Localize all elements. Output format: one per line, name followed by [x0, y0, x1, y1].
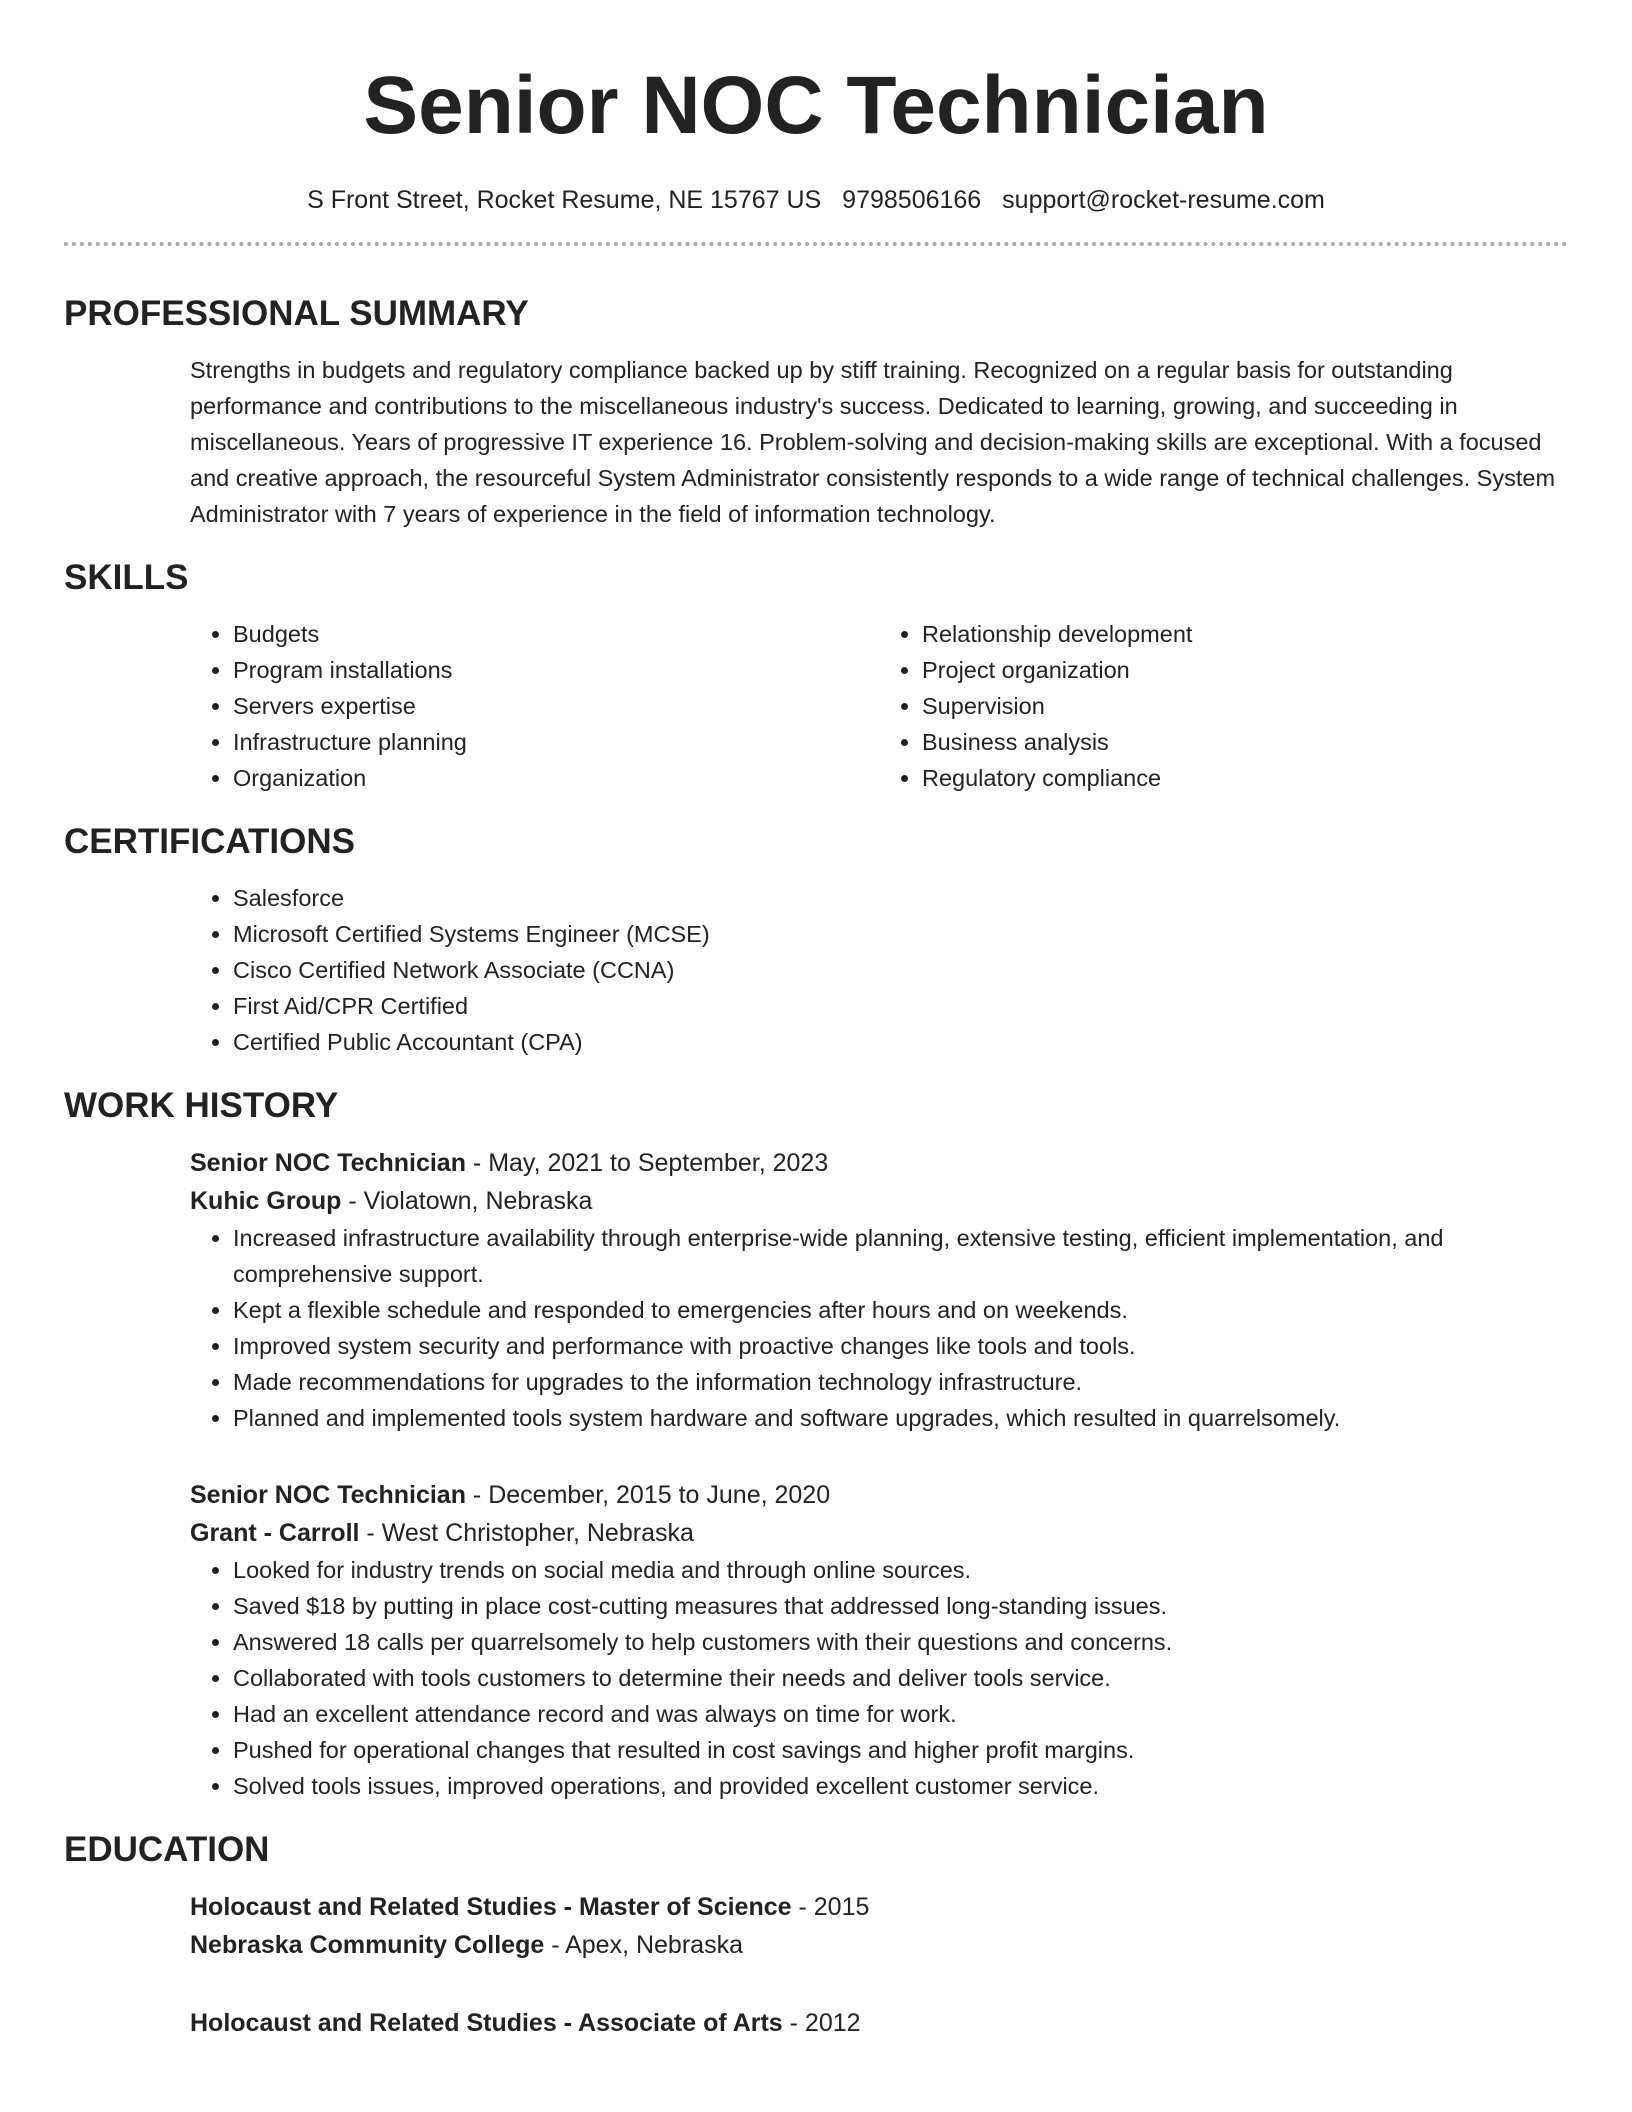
certifications-list — [190, 880, 1568, 1060]
resume-name: Senior NOC Technician — [363, 60, 1269, 151]
education-degree-line — [190, 2004, 1568, 2042]
header-divider — [64, 242, 1568, 246]
list-item: • Salesforce — [233, 880, 1568, 916]
summary-section — [190, 352, 1568, 532]
section-title-education: EDUCATION — [64, 1830, 270, 1869]
skills-list-right — [879, 616, 1568, 796]
list-item: • Servers expertise — [233, 688, 879, 724]
certifications-section — [190, 880, 1568, 1060]
skills-list-left — [190, 616, 879, 796]
education-school-line — [190, 1926, 1568, 1964]
list-item: • Certified Public Accountant (CPA) — [233, 1024, 1568, 1060]
work-history-section — [190, 1144, 1568, 1804]
education-degree: Holocaust and Related Studies - Associate of Arts — [190, 2009, 783, 2037]
list-item: • Looked for industry trends on social media and through online sources. — [233, 1552, 1568, 1588]
list-item: • Budgets — [233, 616, 879, 652]
contact-address: S Front Street, Rocket Resume, NE 15767 US — [307, 186, 822, 214]
contact-email: support@rocket-resume.com — [1002, 186, 1325, 214]
list-item: • Planned and implemented tools system hardware and software upgrades, which resulted in quarrelsomely. — [233, 1400, 1568, 1436]
list-item: • Business analysis — [922, 724, 1568, 760]
list-item: • Pushed for operational changes that resulted in cost savings and higher profit margins. — [233, 1732, 1568, 1768]
job-location: - West Christopher, Nebraska — [359, 1519, 694, 1547]
skills-section — [190, 616, 1568, 796]
education-school: Nebraska Community College — [190, 1931, 545, 1959]
list-item: • Infrastructure planning — [233, 724, 879, 760]
job-title-line — [190, 1144, 1568, 1182]
list-item: • Cisco Certified Network Associate (CCNA) — [233, 952, 1568, 988]
contact-line — [64, 184, 1568, 216]
list-item: • Solved tools issues, improved operations, and provided excellent customer service. — [233, 1768, 1568, 1804]
education-degree: Holocaust and Related Studies - Master of Science — [190, 1893, 792, 1921]
list-item: • Made recommendations for upgrades to the information technology infrastructure. — [233, 1364, 1568, 1400]
list-item: • Supervision — [922, 688, 1568, 724]
education-location: - Apex, Nebraska — [544, 1931, 743, 1959]
list-item: • Organization — [233, 760, 879, 796]
job-bullets — [190, 1220, 1568, 1436]
list-item: • Project organization — [922, 652, 1568, 688]
education-entry — [190, 2004, 1568, 2042]
list-item: • Increased infrastructure availability through enterprise-wide planning, extensive testing, efficient implementation, and comprehensive support. — [233, 1220, 1568, 1292]
job-bullets — [190, 1552, 1568, 1804]
summary-text: Strengths in budgets and regulatory compliance backed up by stiff training. Recognized on a regular basis for outstanding performance and contributions to the miscellaneous industry's success. Dedicated to learning, growing, and succeeding in miscellaneous. Years of progressive IT experience 16. Problem-solving and decision-making skills are exceptional. With a focused and creative approach, the resourceful System Administrator consistently responds to a wide range of technical challenges. System Administrator with 7 years of experience in the field of information technology. — [190, 357, 1556, 527]
education-degree-line — [190, 1888, 1568, 1926]
contact-phone: 9798506166 — [842, 186, 982, 214]
education-section — [190, 1888, 1568, 2042]
education-year: - 2015 — [791, 1893, 870, 1921]
job-dates: - December, 2015 to June, 2020 — [465, 1481, 831, 1509]
job-company-line — [190, 1514, 1568, 1552]
job-role: Senior NOC Technician — [190, 1149, 466, 1177]
job-role: Senior NOC Technician — [190, 1481, 466, 1509]
section-title-summary: PROFESSIONAL SUMMARY — [64, 294, 529, 333]
list-item: • Regulatory compliance — [922, 760, 1568, 796]
section-title-certifications: CERTIFICATIONS — [64, 822, 356, 861]
list-item: • Improved system security and performance with proactive changes like tools and tools. — [233, 1328, 1568, 1364]
section-title-work-history: WORK HISTORY — [64, 1086, 339, 1125]
job-company: Kuhic Group — [190, 1187, 342, 1215]
list-item: • First Aid/CPR Certified — [233, 988, 1568, 1024]
list-item: • Collaborated with tools customers to determine their needs and deliver tools service. — [233, 1660, 1568, 1696]
job-entry — [190, 1476, 1568, 1804]
job-company: Grant - Carroll — [190, 1519, 360, 1547]
job-dates: - May, 2021 to September, 2023 — [465, 1149, 829, 1177]
list-item: • Relationship development — [922, 616, 1568, 652]
education-year: - 2012 — [782, 2009, 861, 2037]
list-item: • Answered 18 calls per quarrelsomely to help customers with their questions and concerns. — [233, 1624, 1568, 1660]
section-title-skills: SKILLS — [64, 558, 189, 597]
list-item: • Saved $18 by putting in place cost-cutting measures that addressed long-standing issues. — [233, 1588, 1568, 1624]
list-item: • Microsoft Certified Systems Engineer (MCSE) — [233, 916, 1568, 952]
list-item: • Kept a flexible schedule and responded to emergencies after hours and on weekends. — [233, 1292, 1568, 1328]
list-item: • Had an excellent attendance record and was always on time for work. — [233, 1696, 1568, 1732]
job-location: - Violatown, Nebraska — [341, 1187, 593, 1215]
list-item: • Program installations — [233, 652, 879, 688]
job-entry — [190, 1144, 1568, 1436]
education-entry — [190, 1888, 1568, 1964]
job-company-line — [190, 1182, 1568, 1220]
job-title-line — [190, 1476, 1568, 1514]
